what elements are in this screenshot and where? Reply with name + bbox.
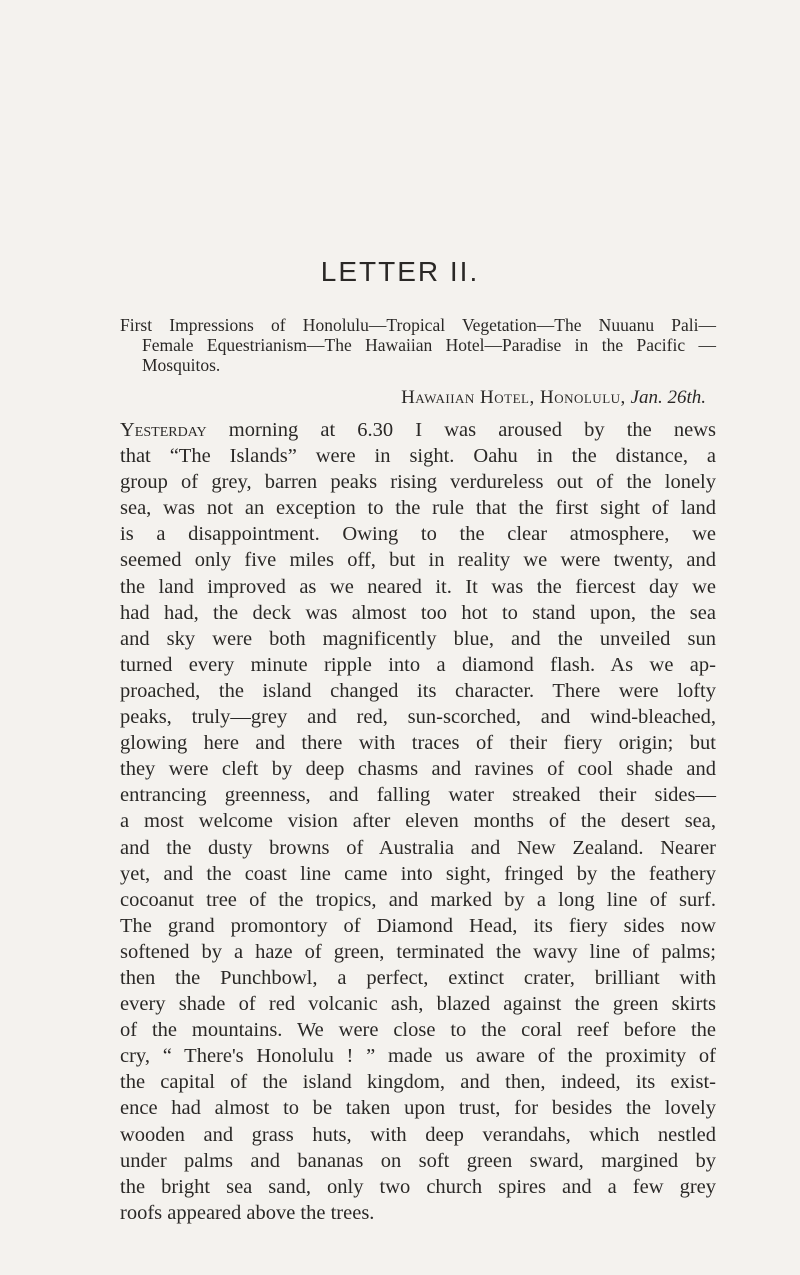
body-line: is a disappointment. Owing to the clear atmosphere, we — [120, 523, 716, 546]
body-line: Yesterday morning at 6.30 I was aroused by the news — [120, 419, 716, 441]
body-line: wooden and grass huts, with deep verandahs, which nestled — [120, 1123, 716, 1146]
dateline-date: Jan. 26th. — [630, 387, 706, 408]
body-line: glowing here and there with traces of their fiery origin; but — [120, 732, 716, 755]
body-line: every shade of red volcanic ash, blazed against the green skirts — [120, 993, 716, 1016]
body-line: a most welcome vision after eleven months of the desert sea, — [120, 810, 716, 833]
synopsis-first-line: First Impressions of Honolulu—Tropical Vegetation—The Nuuanu Pali— — [120, 315, 716, 335]
body-line: proached, the island changed its character. There were lofty — [120, 679, 716, 702]
body-line: sea, was not an exception to the rule that the first sight of land — [120, 497, 716, 520]
chapter-synopsis — [120, 315, 716, 375]
body-line: under palms and bananas on soft green sward, margined by — [120, 1149, 716, 1172]
body-line: then the Punchbowl, a perfect, extinct crater, brilliant with — [120, 966, 716, 989]
letter-dateline — [0, 386, 706, 410]
body-line: softened by a haze of green, terminated the wavy line of palms; — [120, 940, 716, 963]
body-line: ence had almost to be taken upon trust, for besides the lovely — [120, 1097, 716, 1120]
chapter-heading: LETTER II. — [320, 256, 480, 287]
body-line: group of grey, barren peaks rising verdureless out of the lonely — [120, 471, 716, 494]
body-line: had had, the deck was almost too hot to stand upon, the sea — [120, 601, 716, 624]
body-line: that “The Islands” were in sight. Oahu in the distance, a — [120, 445, 716, 468]
body-line: they were cleft by deep chasms and ravines of cool shade and — [120, 758, 716, 781]
body-line: seemed only five miles off, but in reality we were twenty, and — [120, 549, 716, 572]
body-line: and the dusty browns of Australia and New Zealand. Nearer — [120, 836, 716, 859]
synopsis-continuation: Female Equestrianism—The Hawaiian Hotel—Paradise in the Pacific —Mosquitos. — [142, 335, 716, 375]
body-line: of the mountains. We were close to the coral reef before the — [120, 1019, 716, 1042]
body-line: the capital of the island kingdom, and then, indeed, its exist- — [120, 1071, 716, 1094]
body-line: the land improved as we neared it. It was the fiercest day we — [120, 575, 716, 598]
body-line: roofs appeared above the trees. — [120, 1201, 375, 1224]
body-line: cry, “ There's Honolulu ! ” made us aware of the proximity of — [120, 1045, 716, 1068]
dateline-place: Hawaiian Hotel, Honolulu, — [401, 387, 626, 408]
body-line: The grand promontory of Diamond Head, its fiery sides now — [120, 914, 716, 937]
letter-body — [120, 417, 716, 1226]
body-line: and sky were both magnificently blue, and the unveiled sun — [120, 627, 716, 650]
body-line: the bright sea sand, only two church spires and a few grey — [120, 1175, 716, 1198]
body-line: cocoanut tree of the tropics, and marked by a long line of surf. — [120, 888, 716, 911]
body-line: turned every minute ripple into a diamond flash. As we ap- — [120, 653, 716, 676]
body-line: entrancing greenness, and falling water streaked their sides— — [120, 784, 716, 807]
body-line: peaks, truly—grey and red, sun-scorched, and wind-bleached, — [120, 706, 716, 729]
body-line: yet, and the coast line came into sight, fringed by the feathery — [120, 862, 716, 885]
opening-word: Yesterday — [120, 419, 207, 441]
